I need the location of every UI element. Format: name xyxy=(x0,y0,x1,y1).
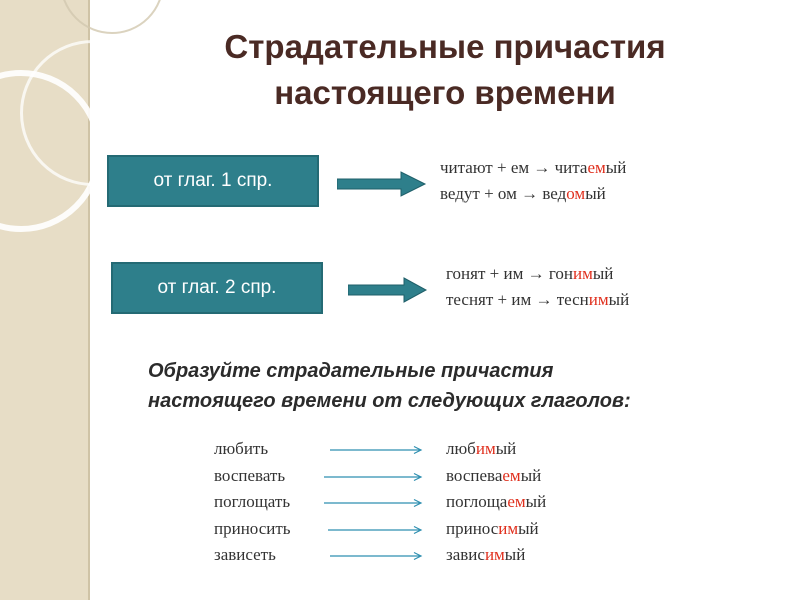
conjugation-1-label: от глаг. 1 спр. xyxy=(153,170,273,191)
conjugation-2-label: от глаг. 2 спр. xyxy=(157,277,277,298)
thin-right-arrow-icon xyxy=(324,498,426,508)
thin-right-arrow-icon xyxy=(330,445,426,455)
exercise-participle: приносимый xyxy=(446,519,539,538)
thin-right-arrow-icon xyxy=(330,551,426,561)
exercise-verb: поглощать xyxy=(214,492,291,511)
conjugation-2-box xyxy=(111,262,323,314)
thin-right-arrow-icon xyxy=(328,525,426,535)
slide-title-line-2: настоящего времени xyxy=(274,74,616,111)
exercise-participle: поглощаемый xyxy=(446,492,547,511)
exercise-participle: любимый xyxy=(446,439,517,458)
example-line: гонят + им → гонимый xyxy=(446,264,614,283)
exercise-verb: любить xyxy=(214,439,269,458)
slide-title xyxy=(90,24,800,116)
right-arrow-icon xyxy=(348,277,428,303)
task-instruction: Образуйте страдательные причастия настоящего времени от следующих глаголов: xyxy=(148,360,631,412)
right-arrow-icon xyxy=(337,171,427,197)
thin-right-arrow-icon xyxy=(324,472,426,482)
example-line: теснят + им → теснимый xyxy=(446,290,630,309)
exercise-participle: зависимый xyxy=(446,545,526,564)
slide-title-line-1: Страдательные причастия xyxy=(224,28,666,65)
exercise-verb: зависеть xyxy=(214,545,276,564)
example-line: ведут + ом → ведомый xyxy=(440,184,606,203)
exercise-participle: воспеваемый xyxy=(446,466,542,485)
conjugation-1-box xyxy=(107,155,319,207)
example-line: читают + ем → читаемый xyxy=(440,158,627,177)
exercise-verb: приносить xyxy=(214,519,291,538)
exercise-verb: воспевать xyxy=(214,466,286,485)
